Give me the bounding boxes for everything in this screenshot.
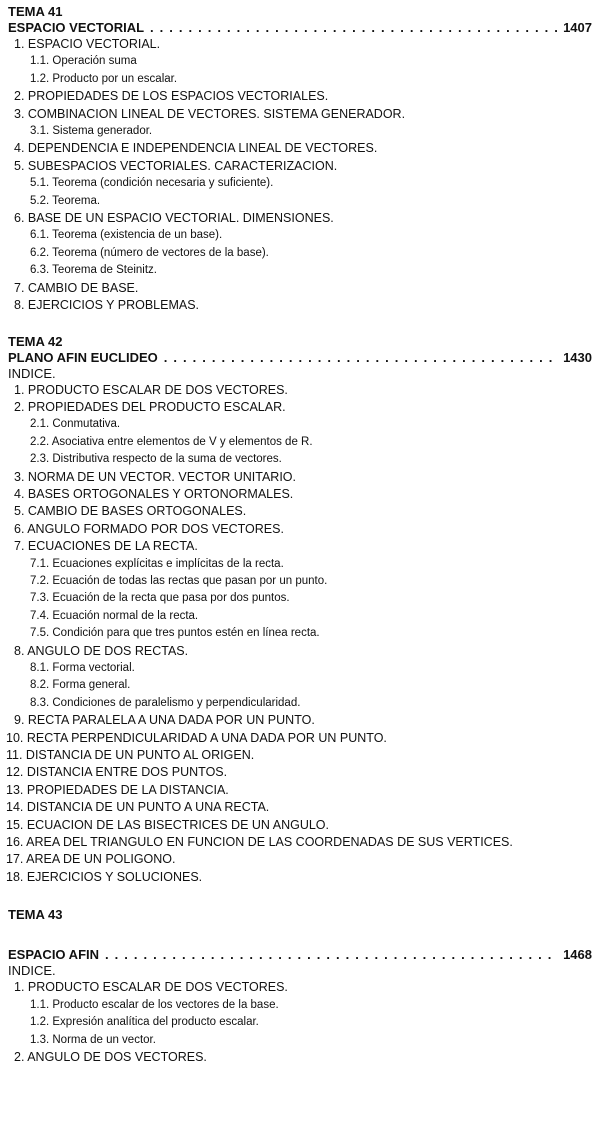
toc-entry: 2. PROPIEDADES DEL PRODUCTO ESCALAR. [14,399,286,414]
tema-43-section [0,907,600,1066]
tema-title: ESPACIO AFIN [8,947,100,963]
tema-label: TEMA 42 [8,333,63,349]
page-number: 1430 [563,349,592,365]
dot-leader [150,20,557,36]
entry-list [0,382,600,887]
toc-subentry: 1.1. Producto escalar de los vectores de la base. [30,998,279,1011]
toc-subentry: 5.1. Teorema (condición necesaria y suficiente). [30,177,274,190]
toc-subentry: 5.2. Teorema. [30,194,101,207]
page-number: 1468 [563,947,592,963]
tema-label: TEMA 43 [8,907,63,923]
page-number: 1407 [563,20,592,35]
tema-title-row [0,947,592,963]
toc-entry: 7. CAMBIO DE BASE. [14,280,139,295]
tema-42-section [0,334,600,887]
entry-list [0,36,600,315]
toc-entry: 11. DISTANCIA DE UN PUNTO AL ORIGEN. [6,748,255,763]
toc-entry: 7. ECUACIONES DE LA RECTA. [14,539,198,554]
toc-subentry: 7.4. Ecuación normal de la recta. [30,609,199,622]
toc-entry: 8. ANGULO DE DOS RECTAS. [14,643,189,658]
toc-entry: 5. CAMBIO DE BASES ORTOGONALES. [14,504,247,519]
toc-entry: 2. ANGULO DE DOS VECTORES. [14,1049,207,1064]
indice-heading: INDICE. [8,963,56,979]
toc-subentry: 2.3. Distributiva respecto de la suma de vectores. [30,453,282,466]
toc-subentry: 7.5. Condición para que tres puntos estén en línea recta. [30,627,320,640]
toc-subentry: 7.1. Ecuaciones explícitas e implícitas de la recta. [30,557,284,570]
toc-subentry: 1.1. Operación suma [30,55,137,68]
toc-entry: 4. BASES ORTOGONALES Y ORTONORMALES. [14,486,294,501]
tema-title: PLANO AFIN EUCLIDEO [8,349,158,365]
toc-subentry: 6.3. Teorema de Steinitz. [30,264,157,277]
toc-entry: 1. PRODUCTO ESCALAR DE DOS VECTORES. [14,980,288,995]
toc-entry: 12. DISTANCIA ENTRE DOS PUNTOS. [6,765,228,780]
toc-entry: 9. RECTA PARALELA A UNA DADA POR UN PUNTO. [14,713,315,728]
toc-entry: 1. ESPACIO VECTORIAL. [14,37,161,51]
toc-subentry: 2.2. Asociativa entre elementos de V y elementos de R. [30,435,313,448]
toc-entry: 6. BASE DE UN ESPACIO VECTORIAL. DIMENSIONES. [14,211,334,226]
toc-entry: 6. ANGULO FORMADO POR DOS VECTORES. [14,521,284,536]
dot-leader [164,350,557,366]
toc-entry: 17. AREA DE UN POLIGONO. [6,852,176,867]
toc-entry: 1. PRODUCTO ESCALAR DE DOS VECTORES. [14,382,288,397]
tema-41-section [0,4,600,315]
toc-entry: 13. PROPIEDADES DE LA DISTANCIA. [6,782,229,797]
toc-subentry: 7.2. Ecuación de todas las rectas que pasan por un punto. [30,574,328,587]
toc-entry: 16. AREA DEL TRIANGULO EN FUNCION DE LAS COORDENADAS DE SUS VERTICES. [6,835,513,850]
toc-subentry: 7.3. Ecuación de la recta que pasa por dos puntos. [30,592,290,605]
tema-title-row [0,350,592,366]
toc-entry: 15. ECUACION DE LAS BISECTRICES DE UN ANGULO. [6,817,329,832]
toc-subentry: 1.2. Producto por un escalar. [30,72,178,85]
toc-subentry: 6.2. Teorema (número de vectores de la base). [30,246,269,259]
toc-entry: 3. NORMA DE UN VECTOR. VECTOR UNITARIO. [14,469,296,484]
toc-entry: 2. PROPIEDADES DE LOS ESPACIOS VECTORIALES. [14,89,329,104]
toc-subentry: 2.1. Conmutativa. [30,418,121,431]
tema-label: TEMA 41 [8,4,63,19]
toc-entry: 18. EJERCICIOS Y SOLUCIONES. [6,869,203,884]
toc-subentry: 6.1. Teorema (existencia de un base). [30,229,223,242]
toc-subentry: 8.2. Forma general. [30,679,131,692]
toc-entry: 3. COMBINACION LINEAL DE VECTORES. SISTEMA GENERADOR. [14,106,406,121]
toc-entry: 8. EJERCICIOS Y PROBLEMAS. [14,298,200,313]
tema-title-row [0,20,592,36]
tema-title: ESPACIO VECTORIAL [8,20,145,35]
dot-leader [105,947,557,963]
toc-entry: 4. DEPENDENCIA E INDEPENDENCIA LINEAL DE VECTORES. [14,141,378,156]
toc-subentry: 8.1. Forma vectorial. [30,662,135,674]
indice-heading: INDICE. [8,365,56,381]
toc-entry: 5. SUBESPACIOS VECTORIALES. CARACTERIZACION. [14,158,338,173]
toc-subentry: 1.2. Expresión analítica del producto escalar. [30,1016,259,1029]
toc-subentry: 8.3. Condiciones de paralelismo y perpendicularidad. [30,696,301,709]
toc-subentry: 3.1. Sistema generador. [30,125,153,138]
toc-entry: 10. RECTA PERPENDICULARIDAD A UNA DADA POR UN PUNTO. [6,730,387,745]
entry-list [0,979,600,1066]
toc-subentry: 1.3. Norma de un vector. [30,1033,156,1046]
toc-entry: 14. DISTANCIA DE UN PUNTO A UNA RECTA. [6,800,270,815]
